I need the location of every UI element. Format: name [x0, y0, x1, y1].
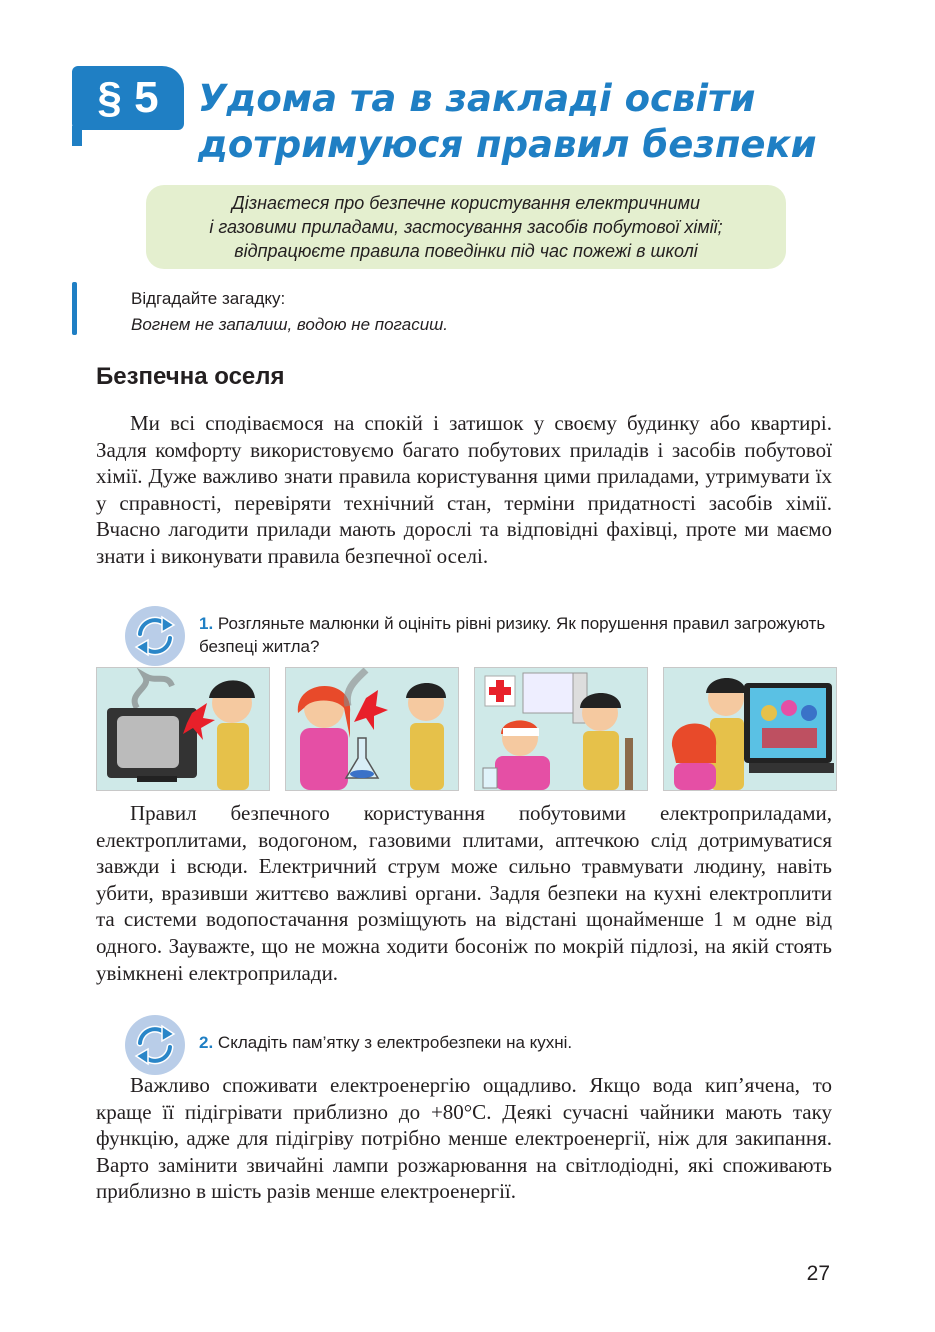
task-1-number: 1.	[199, 614, 214, 633]
intro-line-2: і газовими приладами, застосування засобів побутової хімії;	[209, 217, 723, 237]
riddle-bar	[72, 282, 77, 335]
paragraph-2: Правил безпечного користування побутовими електроприладами, електроплитами, водогоном, газовими плитами, аптечкою слід дотримуватися завжди і всюди. Електричний струм може сильно травмувати людину, навіть убити, вразивши життєво важливі органи. Задля безпеки на кухні електроплити та системи водопостачання розміщують на відстані щонайменше 1 м одне від одного. Зауважте, що не можна ходити босоніж по мокрій підлозі, на якій стоять увімкнені електроприлади.	[96, 801, 832, 985]
riddle-text: Вогнем не запалиш, водою не погасиш.	[131, 315, 448, 334]
page-title	[198, 76, 898, 168]
title-line-1: Удома та в закладі освіти	[198, 77, 756, 120]
illustration-tv-smoke	[96, 667, 270, 791]
intro-line-3: відпрацюєте правила поведінки під час пожежі в школі	[234, 241, 698, 261]
task-2	[199, 1031, 832, 1054]
riddle	[131, 286, 448, 338]
paragraph-3: Важливо споживати електроенергію ощадливо. Якщо вода кип’ячена, то краще її підігрівати приблизно до +80°С. Деякі сучасні чайники мають таку функцію, адже для підігріву потрібно менше електроенергії, ніж для закипання. Варто замінити звичайні лампи розжарювання на світлодіодні, які споживають приблизно в шість разів менше електроенергії.	[96, 1073, 832, 1204]
illustration-tv-cartoon	[663, 667, 837, 791]
task-1	[199, 612, 832, 658]
section-badge	[72, 66, 184, 130]
intro-line-1: Дізнаєтеся про безпечне користування електричними	[232, 193, 700, 213]
task-1-text: Розгляньте малюнки й оцініть рівні ризику. Як порушення правил загрожують безпеці житла?	[199, 614, 826, 656]
title-line-2: дотримуюся правил безпеки	[198, 123, 817, 166]
section-badge-tail	[72, 126, 82, 146]
task-2-number: 2.	[199, 1033, 214, 1052]
illustration-chemicals	[285, 667, 459, 791]
riddle-prompt: Відгадайте загадку:	[131, 289, 286, 308]
paragraph-1: Ми всі сподіваємося на спокій і затишок у своєму будинку або квартирі. Задля комфорту використовуємо багато побутових приладів і засобів побутової хімії. Дуже важливо знати правила користування цими приладами, утримувати їх у справності, перевіряти технічний стан, терміни придатності засобів хімії. Вчасно лагодити прилади мають дорослі та відповідні фахівці, проте ми маємо знати і виконувати правила безпечної оселі.	[96, 411, 832, 568]
illustration-medicine	[474, 667, 648, 791]
page-number: 27	[806, 1262, 830, 1285]
refresh-arrows-icon	[124, 605, 186, 667]
task-2-text: Складіть пам’ятку з електробезпеки на кухні.	[217, 1033, 573, 1052]
section-heading: Безпечна оселя	[96, 363, 285, 390]
refresh-arrows-icon	[124, 1014, 186, 1076]
intro-box	[146, 185, 786, 269]
section-number: § 5	[97, 73, 159, 122]
